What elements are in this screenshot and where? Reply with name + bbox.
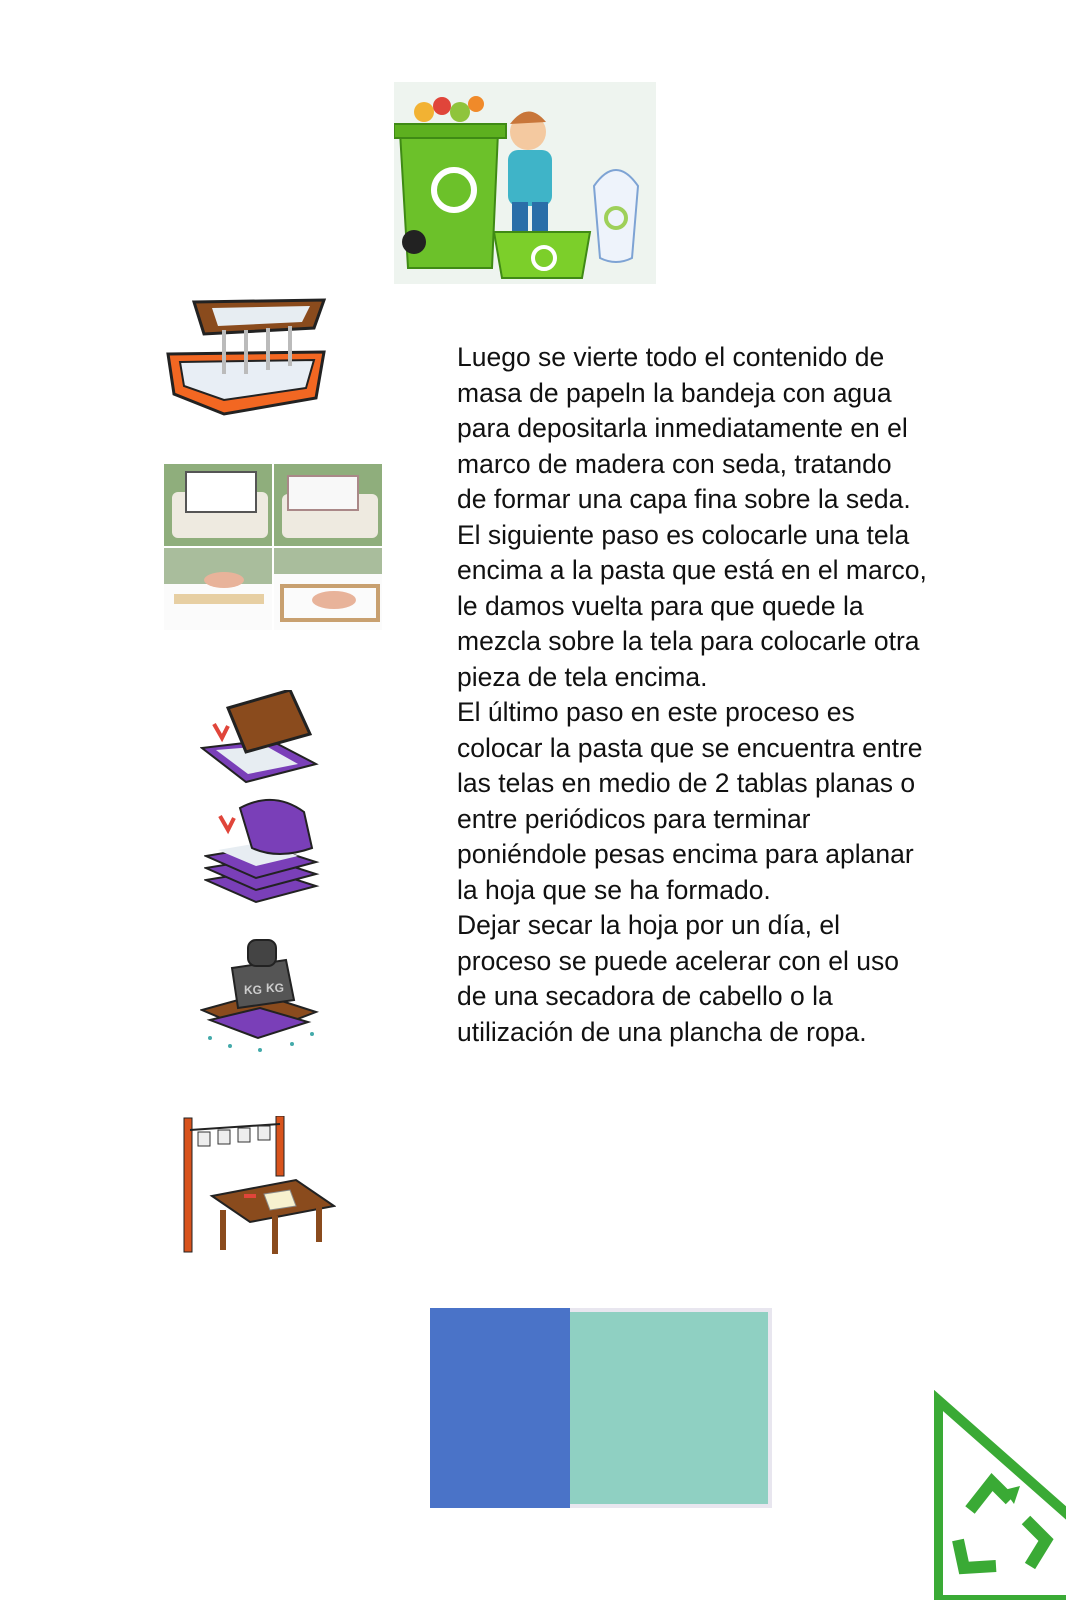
top-illustration bbox=[394, 82, 656, 284]
stacked-cloths-icon bbox=[204, 790, 320, 908]
paragraph-cloth-flip: El siguiente paso es colocarle una tela encima a la pasta que está en el marco, le damos vuelta para que quede la mezcla sobre la tela para colocarle otra pieza de tela encima. bbox=[457, 519, 927, 692]
paper-sheet bbox=[556, 1312, 768, 1504]
kg-weight-icon bbox=[200, 938, 320, 1054]
clothesline-icon bbox=[180, 1116, 336, 1256]
hands-frame-photos bbox=[164, 464, 382, 630]
colored-paper-photo bbox=[430, 1308, 772, 1508]
svg-text:KG: KG bbox=[266, 981, 284, 995]
paragraph-drying: Dejar secar la hoja por un día, el proceso se puede acelerar con el uso de una secadora de cabello o la utilización de una plancha de ropa. bbox=[457, 910, 899, 1047]
paper-sheets-graphic bbox=[430, 1308, 772, 1508]
tray-frame-icon bbox=[164, 294, 336, 418]
instructions-text bbox=[457, 340, 927, 1050]
recycle-triangle-icon bbox=[934, 1390, 1066, 1600]
step2-photos bbox=[164, 464, 382, 630]
paper-sheet bbox=[430, 1308, 570, 1508]
paragraph-pour-mixture: Luego se vierte todo el contenido de masa de papeln la bandeja con agua para depositarla inmediatamente en el marco de madera con seda, tratando de formar una capa fina sobre la seda. bbox=[457, 342, 911, 514]
step6-illustration bbox=[180, 1116, 336, 1256]
step3-illustration bbox=[200, 690, 322, 788]
step4-illustration bbox=[204, 790, 320, 908]
flip-frame-icon bbox=[200, 690, 322, 788]
recycle-logo bbox=[934, 1390, 1066, 1600]
kg-label: KG bbox=[244, 983, 262, 997]
step1-illustration bbox=[164, 294, 336, 418]
step5-illustration bbox=[200, 938, 320, 1054]
paragraph-press-weights: El último paso en este proceso es colocar la pasta que se encuentra entre las telas en medio de 2 tablas planas o entre periódicos para terminar poniéndole pesas encima para aplanar la hoja que se ha formado. bbox=[457, 697, 923, 905]
recycling-boy-icon bbox=[394, 82, 656, 284]
